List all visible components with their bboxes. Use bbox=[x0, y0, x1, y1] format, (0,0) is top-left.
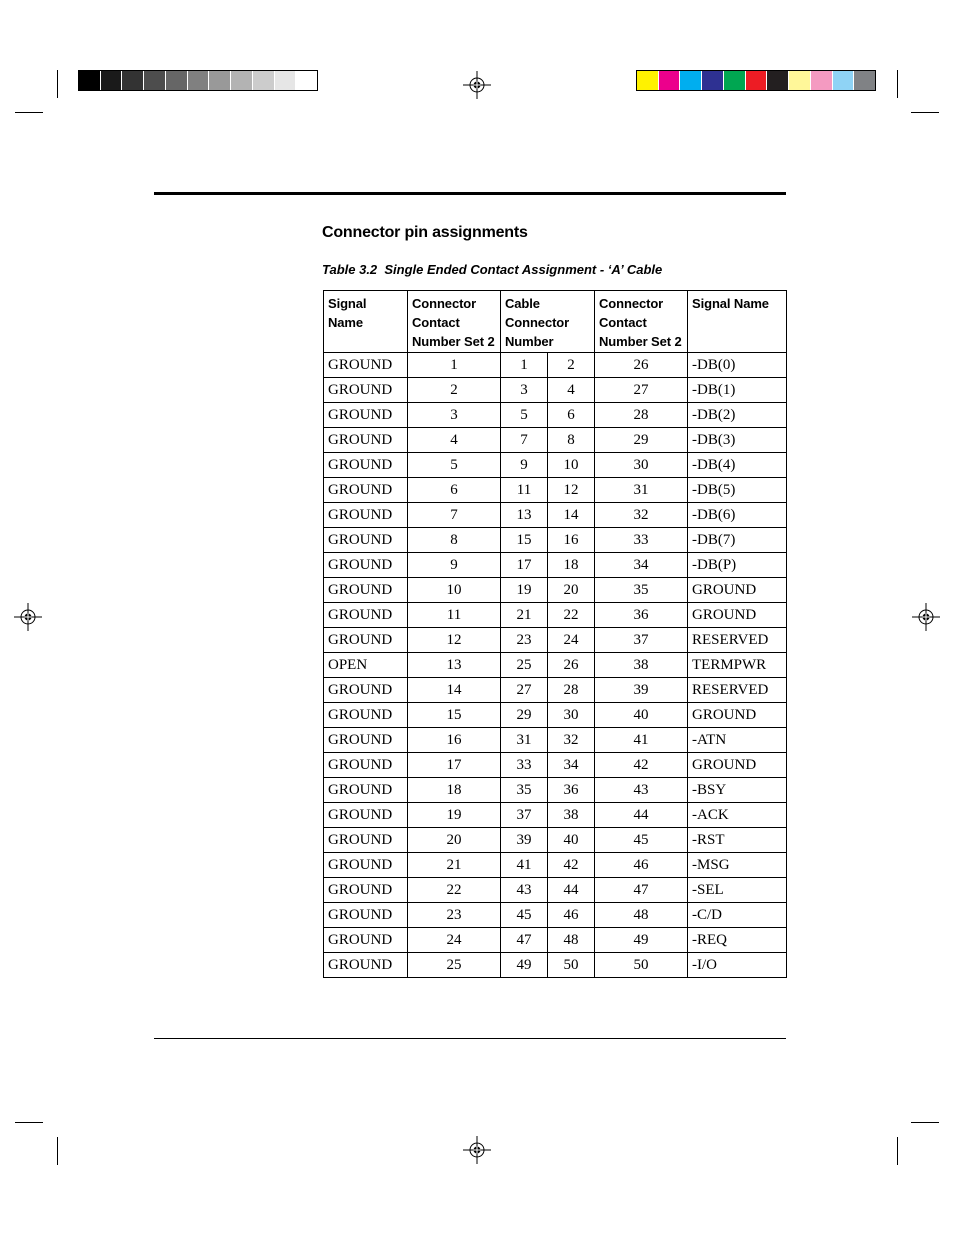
contact-number-cell-left: 17 bbox=[408, 753, 501, 778]
cable-pin-odd-cell: 7 bbox=[501, 428, 548, 453]
table-row bbox=[324, 803, 787, 828]
cable-pin-odd-cell: 43 bbox=[501, 878, 548, 903]
cable-pin-even-cell: 12 bbox=[548, 478, 595, 503]
contact-number-cell-right: 44 bbox=[595, 803, 688, 828]
grayscale-swatch bbox=[209, 71, 231, 90]
signal-name-cell-left: GROUND bbox=[324, 953, 408, 978]
color-calibration-bar bbox=[636, 70, 876, 91]
signal-name-cell-left: GROUND bbox=[324, 428, 408, 453]
color-swatch bbox=[833, 71, 855, 90]
table-row bbox=[324, 853, 787, 878]
table-row bbox=[324, 753, 787, 778]
cable-pin-odd-cell: 35 bbox=[501, 778, 548, 803]
cable-pin-odd-cell: 37 bbox=[501, 803, 548, 828]
signal-name-cell-right: -MSG bbox=[688, 853, 787, 878]
crop-mark-bottom-right-horizontal bbox=[911, 1122, 939, 1123]
table-row bbox=[324, 528, 787, 553]
signal-name-cell-left: GROUND bbox=[324, 453, 408, 478]
contact-number-cell-left: 2 bbox=[408, 378, 501, 403]
cable-pin-even-cell: 26 bbox=[548, 653, 595, 678]
cable-pin-odd-cell: 9 bbox=[501, 453, 548, 478]
header-line: Signal Name bbox=[692, 296, 769, 311]
color-swatch bbox=[680, 71, 702, 90]
header-line: Name bbox=[328, 315, 364, 330]
signal-name-cell-right: -DB(2) bbox=[688, 403, 787, 428]
color-swatch bbox=[854, 71, 875, 90]
table-row bbox=[324, 628, 787, 653]
signal-name-cell-right: RESERVED bbox=[688, 678, 787, 703]
contact-number-cell-left: 1 bbox=[408, 353, 501, 378]
header-connector-contact-left bbox=[408, 291, 501, 353]
table-row bbox=[324, 378, 787, 403]
cable-pin-odd-cell: 1 bbox=[501, 353, 548, 378]
contact-number-cell-right: 46 bbox=[595, 853, 688, 878]
signal-name-cell-left: GROUND bbox=[324, 378, 408, 403]
contact-number-cell-right: 34 bbox=[595, 553, 688, 578]
signal-name-cell-left: GROUND bbox=[324, 928, 408, 953]
cable-pin-odd-cell: 21 bbox=[501, 603, 548, 628]
contact-number-cell-left: 6 bbox=[408, 478, 501, 503]
signal-name-cell-left: GROUND bbox=[324, 878, 408, 903]
contact-number-cell-left: 13 bbox=[408, 653, 501, 678]
cable-pin-even-cell: 32 bbox=[548, 728, 595, 753]
cable-pin-even-cell: 30 bbox=[548, 703, 595, 728]
contact-number-cell-left: 23 bbox=[408, 903, 501, 928]
contact-number-cell-left: 12 bbox=[408, 628, 501, 653]
signal-name-cell-right: -RST bbox=[688, 828, 787, 853]
signal-name-cell-left: GROUND bbox=[324, 678, 408, 703]
signal-name-cell-right: GROUND bbox=[688, 753, 787, 778]
header-line: Contact bbox=[599, 315, 647, 330]
table-row bbox=[324, 428, 787, 453]
cable-pin-even-cell: 10 bbox=[548, 453, 595, 478]
contact-number-cell-left: 9 bbox=[408, 553, 501, 578]
table-row bbox=[324, 453, 787, 478]
contact-number-cell-left: 25 bbox=[408, 953, 501, 978]
cable-pin-even-cell: 8 bbox=[548, 428, 595, 453]
signal-name-cell-right: RESERVED bbox=[688, 628, 787, 653]
contact-number-cell-right: 31 bbox=[595, 478, 688, 503]
header-line: Number bbox=[505, 334, 554, 349]
registration-mark-left bbox=[13, 602, 43, 632]
signal-name-cell-left: OPEN bbox=[324, 653, 408, 678]
contact-number-cell-left: 14 bbox=[408, 678, 501, 703]
contact-number-cell-right: 41 bbox=[595, 728, 688, 753]
table-row bbox=[324, 678, 787, 703]
signal-name-cell-left: GROUND bbox=[324, 603, 408, 628]
signal-name-cell-left: GROUND bbox=[324, 578, 408, 603]
header-line: Number Set 2 bbox=[599, 334, 682, 349]
contact-number-cell-right: 30 bbox=[595, 453, 688, 478]
cable-pin-even-cell: 36 bbox=[548, 778, 595, 803]
grayscale-swatch bbox=[188, 71, 210, 90]
cable-pin-odd-cell: 15 bbox=[501, 528, 548, 553]
grayscale-swatch bbox=[231, 71, 253, 90]
contact-number-cell-right: 38 bbox=[595, 653, 688, 678]
signal-name-cell-right: -DB(4) bbox=[688, 453, 787, 478]
contact-number-cell-left: 11 bbox=[408, 603, 501, 628]
signal-name-cell-left: GROUND bbox=[324, 403, 408, 428]
contact-number-cell-right: 39 bbox=[595, 678, 688, 703]
signal-name-cell-left: GROUND bbox=[324, 703, 408, 728]
contact-number-cell-right: 47 bbox=[595, 878, 688, 903]
contact-number-cell-right: 29 bbox=[595, 428, 688, 453]
table-row bbox=[324, 778, 787, 803]
table-caption: Table 3.2 Single Ended Contact Assignment - ‘A’ Cable bbox=[322, 262, 663, 277]
registration-mark-right bbox=[911, 602, 941, 632]
contact-number-cell-right: 32 bbox=[595, 503, 688, 528]
cable-pin-even-cell: 40 bbox=[548, 828, 595, 853]
header-rule bbox=[154, 192, 786, 195]
contact-number-cell-right: 26 bbox=[595, 353, 688, 378]
grayscale-swatch bbox=[101, 71, 123, 90]
color-swatch bbox=[724, 71, 746, 90]
registration-mark-bottom bbox=[462, 1135, 492, 1165]
signal-name-cell-right: -DB(5) bbox=[688, 478, 787, 503]
cable-pin-even-cell: 48 bbox=[548, 928, 595, 953]
grayscale-swatch bbox=[122, 71, 144, 90]
cable-pin-odd-cell: 27 bbox=[501, 678, 548, 703]
signal-name-cell-right: -DB(6) bbox=[688, 503, 787, 528]
crop-mark-bottom-right-vertical bbox=[897, 1137, 898, 1165]
signal-name-cell-right: -DB(7) bbox=[688, 528, 787, 553]
cable-pin-even-cell: 34 bbox=[548, 753, 595, 778]
grayscale-swatch bbox=[79, 71, 101, 90]
color-swatch bbox=[746, 71, 768, 90]
signal-name-cell-left: GROUND bbox=[324, 803, 408, 828]
header-line: Connector bbox=[412, 296, 477, 311]
cable-pin-even-cell: 4 bbox=[548, 378, 595, 403]
contact-number-cell-right: 40 bbox=[595, 703, 688, 728]
cable-pin-odd-cell: 11 bbox=[501, 478, 548, 503]
crop-mark-bottom-left-horizontal bbox=[15, 1122, 43, 1123]
header-connector-contact-right bbox=[595, 291, 688, 353]
signal-name-cell-right: -BSY bbox=[688, 778, 787, 803]
table-row bbox=[324, 503, 787, 528]
cable-pin-odd-cell: 33 bbox=[501, 753, 548, 778]
signal-name-cell-left: GROUND bbox=[324, 553, 408, 578]
contact-number-cell-right: 33 bbox=[595, 528, 688, 553]
table-row bbox=[324, 478, 787, 503]
color-swatch bbox=[637, 71, 659, 90]
contact-number-cell-left: 21 bbox=[408, 853, 501, 878]
signal-name-cell-right: -ATN bbox=[688, 728, 787, 753]
cable-pin-even-cell: 24 bbox=[548, 628, 595, 653]
table-row bbox=[324, 728, 787, 753]
contact-number-cell-right: 43 bbox=[595, 778, 688, 803]
signal-name-cell-left: GROUND bbox=[324, 478, 408, 503]
cable-pin-even-cell: 50 bbox=[548, 953, 595, 978]
cable-pin-even-cell: 28 bbox=[548, 678, 595, 703]
table-row bbox=[324, 703, 787, 728]
contact-number-cell-left: 3 bbox=[408, 403, 501, 428]
crop-mark-top-right-horizontal bbox=[911, 112, 939, 113]
table-row bbox=[324, 878, 787, 903]
header-cable-connector-number bbox=[501, 291, 595, 353]
table-row bbox=[324, 903, 787, 928]
contact-number-cell-right: 50 bbox=[595, 953, 688, 978]
grayscale-swatch bbox=[144, 71, 166, 90]
header-line: Number Set 2 bbox=[412, 334, 495, 349]
contact-number-cell-left: 18 bbox=[408, 778, 501, 803]
cable-pin-odd-cell: 23 bbox=[501, 628, 548, 653]
contact-number-cell-right: 48 bbox=[595, 903, 688, 928]
section-heading: Connector pin assignments bbox=[322, 224, 528, 241]
cable-pin-even-cell: 2 bbox=[548, 353, 595, 378]
crop-mark-top-left-horizontal bbox=[15, 112, 43, 113]
signal-name-cell-right: -DB(3) bbox=[688, 428, 787, 453]
header-line: Connector bbox=[599, 296, 664, 311]
header-signal-name-left bbox=[324, 291, 408, 353]
signal-name-cell-left: GROUND bbox=[324, 778, 408, 803]
table-row bbox=[324, 553, 787, 578]
contact-number-cell-left: 24 bbox=[408, 928, 501, 953]
contact-number-cell-left: 8 bbox=[408, 528, 501, 553]
cable-pin-even-cell: 46 bbox=[548, 903, 595, 928]
signal-name-cell-left: GROUND bbox=[324, 353, 408, 378]
table-header-row bbox=[324, 291, 787, 353]
cable-pin-even-cell: 44 bbox=[548, 878, 595, 903]
registration-mark-top bbox=[462, 70, 492, 100]
color-swatch bbox=[789, 71, 811, 90]
cable-pin-odd-cell: 41 bbox=[501, 853, 548, 878]
color-swatch bbox=[659, 71, 681, 90]
cable-pin-even-cell: 14 bbox=[548, 503, 595, 528]
contact-number-cell-left: 5 bbox=[408, 453, 501, 478]
cable-pin-even-cell: 18 bbox=[548, 553, 595, 578]
signal-name-cell-left: GROUND bbox=[324, 628, 408, 653]
cable-pin-odd-cell: 13 bbox=[501, 503, 548, 528]
contact-number-cell-right: 28 bbox=[595, 403, 688, 428]
signal-name-cell-right: TERMPWR bbox=[688, 653, 787, 678]
contact-number-cell-right: 35 bbox=[595, 578, 688, 603]
contact-number-cell-right: 36 bbox=[595, 603, 688, 628]
cable-pin-even-cell: 38 bbox=[548, 803, 595, 828]
table-row bbox=[324, 928, 787, 953]
grayscale-calibration-bar bbox=[78, 70, 318, 91]
signal-name-cell-left: GROUND bbox=[324, 753, 408, 778]
cable-pin-odd-cell: 17 bbox=[501, 553, 548, 578]
footer-rule bbox=[154, 1038, 786, 1039]
cable-pin-odd-cell: 47 bbox=[501, 928, 548, 953]
header-signal-name-right bbox=[688, 291, 787, 353]
cable-pin-odd-cell: 3 bbox=[501, 378, 548, 403]
color-swatch bbox=[811, 71, 833, 90]
header-line: Contact bbox=[412, 315, 460, 330]
signal-name-cell-right: GROUND bbox=[688, 703, 787, 728]
cable-pin-even-cell: 22 bbox=[548, 603, 595, 628]
signal-name-cell-left: GROUND bbox=[324, 828, 408, 853]
grayscale-swatch bbox=[296, 71, 317, 90]
cable-pin-odd-cell: 49 bbox=[501, 953, 548, 978]
table-row bbox=[324, 828, 787, 853]
crop-mark-top-left-vertical bbox=[57, 70, 58, 98]
contact-number-cell-right: 45 bbox=[595, 828, 688, 853]
cable-pin-odd-cell: 45 bbox=[501, 903, 548, 928]
signal-name-cell-right: -REQ bbox=[688, 928, 787, 953]
contact-number-cell-left: 19 bbox=[408, 803, 501, 828]
signal-name-cell-left: GROUND bbox=[324, 853, 408, 878]
color-swatch bbox=[702, 71, 724, 90]
cable-pin-even-cell: 20 bbox=[548, 578, 595, 603]
header-line: Cable bbox=[505, 296, 540, 311]
table-body bbox=[324, 353, 787, 978]
cable-pin-even-cell: 6 bbox=[548, 403, 595, 428]
cable-pin-odd-cell: 31 bbox=[501, 728, 548, 753]
signal-name-cell-right: -C/D bbox=[688, 903, 787, 928]
contact-number-cell-left: 4 bbox=[408, 428, 501, 453]
table-row bbox=[324, 353, 787, 378]
cable-pin-odd-cell: 29 bbox=[501, 703, 548, 728]
signal-name-cell-right: GROUND bbox=[688, 578, 787, 603]
signal-name-cell-left: GROUND bbox=[324, 528, 408, 553]
header-line: Connector bbox=[505, 315, 570, 330]
table-row bbox=[324, 403, 787, 428]
crop-mark-bottom-left-vertical bbox=[57, 1137, 58, 1165]
table-row bbox=[324, 603, 787, 628]
signal-name-cell-left: GROUND bbox=[324, 903, 408, 928]
signal-name-cell-right: -DB(0) bbox=[688, 353, 787, 378]
table-row bbox=[324, 953, 787, 978]
contact-number-cell-right: 49 bbox=[595, 928, 688, 953]
signal-name-cell-left: GROUND bbox=[324, 503, 408, 528]
contact-number-cell-left: 10 bbox=[408, 578, 501, 603]
crop-mark-top-right-vertical bbox=[897, 70, 898, 98]
signal-name-cell-right: GROUND bbox=[688, 603, 787, 628]
signal-name-cell-right: -SEL bbox=[688, 878, 787, 903]
signal-name-cell-right: -I/O bbox=[688, 953, 787, 978]
grayscale-swatch bbox=[275, 71, 297, 90]
signal-name-cell-left: GROUND bbox=[324, 728, 408, 753]
contact-number-cell-right: 42 bbox=[595, 753, 688, 778]
contact-number-cell-right: 37 bbox=[595, 628, 688, 653]
contact-number-cell-left: 16 bbox=[408, 728, 501, 753]
cable-pin-even-cell: 16 bbox=[548, 528, 595, 553]
color-swatch bbox=[767, 71, 789, 90]
grayscale-swatch bbox=[253, 71, 275, 90]
cable-pin-odd-cell: 39 bbox=[501, 828, 548, 853]
table-row bbox=[324, 653, 787, 678]
header-line: Signal bbox=[328, 296, 367, 311]
pin-assignment-table bbox=[323, 290, 787, 978]
signal-name-cell-right: -DB(1) bbox=[688, 378, 787, 403]
table-row bbox=[324, 578, 787, 603]
contact-number-cell-right: 27 bbox=[595, 378, 688, 403]
signal-name-cell-right: -DB(P) bbox=[688, 553, 787, 578]
contact-number-cell-left: 22 bbox=[408, 878, 501, 903]
cable-pin-even-cell: 42 bbox=[548, 853, 595, 878]
contact-number-cell-left: 15 bbox=[408, 703, 501, 728]
signal-name-cell-right: -ACK bbox=[688, 803, 787, 828]
cable-pin-odd-cell: 5 bbox=[501, 403, 548, 428]
cable-pin-odd-cell: 25 bbox=[501, 653, 548, 678]
cable-pin-odd-cell: 19 bbox=[501, 578, 548, 603]
contact-number-cell-left: 20 bbox=[408, 828, 501, 853]
contact-number-cell-left: 7 bbox=[408, 503, 501, 528]
grayscale-swatch bbox=[166, 71, 188, 90]
